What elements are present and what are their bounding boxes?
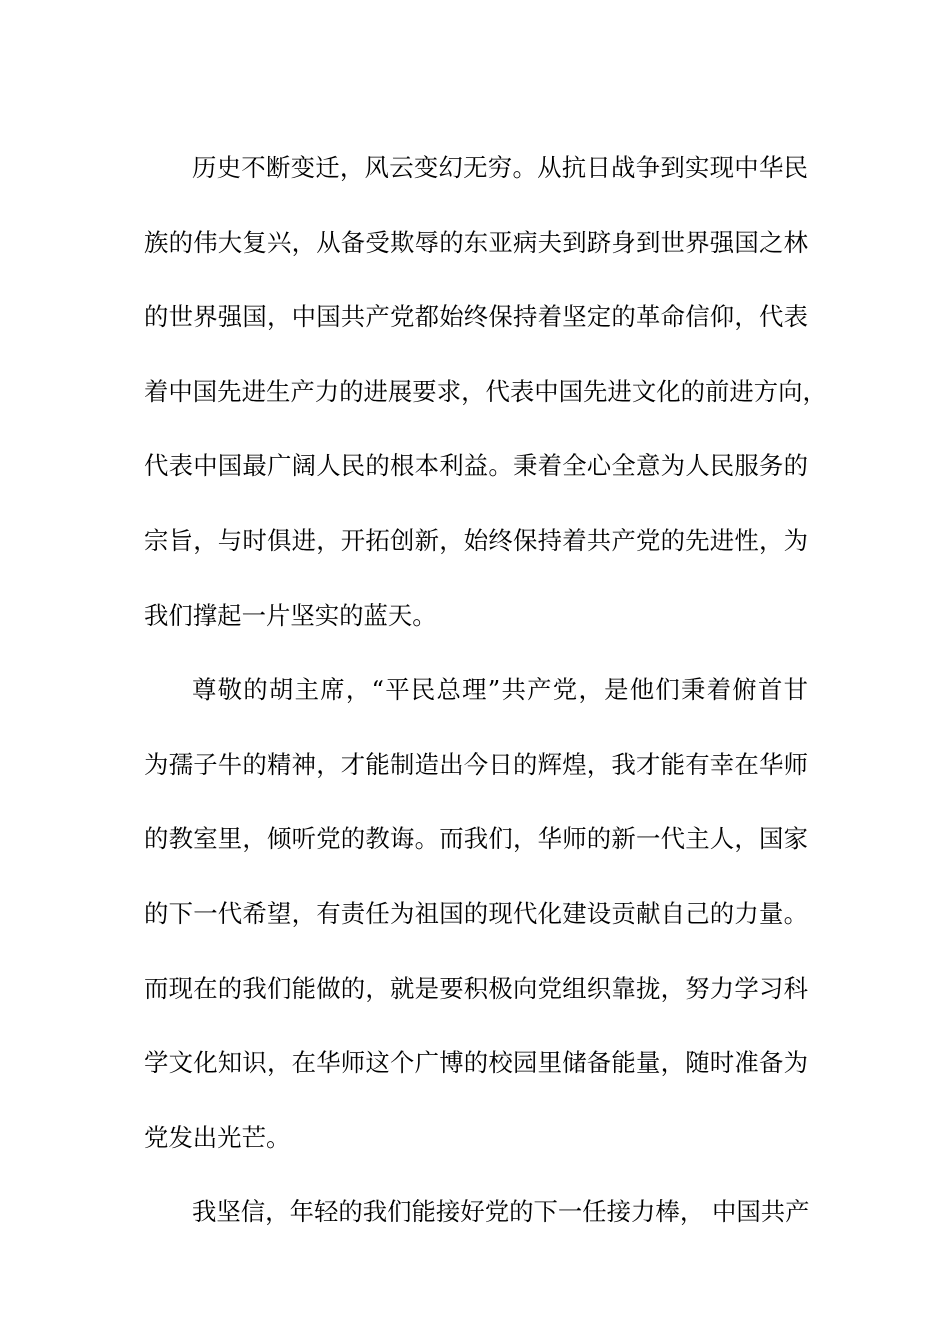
text-line-13: 学文化知识，在华师这个广博的校园里储备能量，随时准备为 bbox=[144, 1048, 808, 1078]
text-line-5: 代表中国最广阔人民的根本利益。秉着全心全意为人民服务的 bbox=[144, 451, 808, 481]
text-line-11: 的下一代希望，有责任为祖国的现代化建设贡献自己的力量。 bbox=[144, 898, 808, 928]
text-line-6: 宗旨，与时俱进，开拓创新，始终保持着共产党的先进性，为 bbox=[144, 525, 808, 555]
text-line-10: 的教室里，倾听党的教诲。而我们，华师的新一代主人，国家 bbox=[144, 824, 808, 854]
text-line-9: 为孺子牛的精神，才能制造出今日的辉煌，我才能有幸在华师 bbox=[144, 749, 808, 779]
text-line-4: 着中国先进生产力的进展要求，代表中国先进文化的前进方向， bbox=[144, 376, 827, 406]
text-line-3: 的世界强国，中国共产党都始终保持着坚定的革命信仰，代表 bbox=[144, 302, 808, 332]
text-line-7: 我们撑起一片坚实的蓝天。 bbox=[144, 600, 437, 630]
text-line-14: 党发出光芒。 bbox=[144, 1122, 291, 1152]
text-line-2: 族的伟大复兴，从备受欺辱的东亚病夫到跻身到世界强国之林 bbox=[144, 227, 808, 257]
text-line-12: 而现在的我们能做的，就是要积极向党组织靠拢，努力学习科 bbox=[144, 973, 808, 1003]
text-line-1: 历史不断变迁，风云变幻无穷。从抗日战争到实现中华民 bbox=[192, 153, 808, 182]
body-text bbox=[144, 131, 827, 1250]
text-line-15: 我坚信，年轻的我们能接好党的下一任接力棒， 中国共产 bbox=[192, 1197, 810, 1227]
text-line-8: 尊敬的胡主席，“平民总理”共产党，是他们秉着俯首甘 bbox=[192, 675, 808, 705]
